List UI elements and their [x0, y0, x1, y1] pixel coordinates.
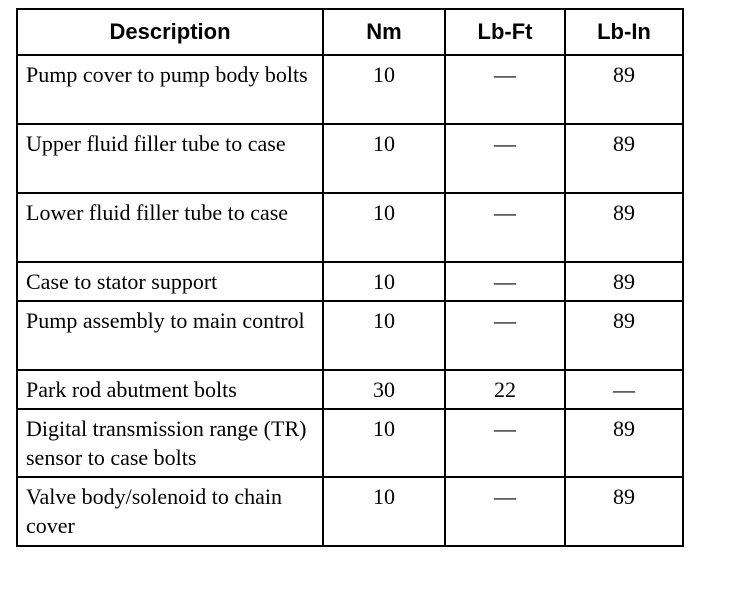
header-lb-ft: Lb-Ft	[445, 9, 565, 55]
cell-lb-ft: —	[445, 301, 565, 370]
cell-nm: 10	[323, 301, 445, 370]
table-row	[17, 124, 683, 193]
cell-description: Upper fluid filler tube to case	[17, 124, 323, 193]
cell-lb-ft: —	[445, 262, 565, 301]
cell-nm: 10	[323, 124, 445, 193]
cell-nm: 10	[323, 193, 445, 262]
cell-lb-ft: —	[445, 55, 565, 124]
cell-lb-in: 89	[565, 193, 683, 262]
header-nm: Nm	[323, 9, 445, 55]
header-description: Description	[17, 9, 323, 55]
table-row	[17, 477, 683, 546]
header-lb-in: Lb-In	[565, 9, 683, 55]
cell-description: Digital transmission range (TR) sensor to case bolts	[17, 409, 323, 477]
cell-lb-in: 89	[565, 477, 683, 546]
header-row	[17, 9, 683, 55]
cell-lb-in: 89	[565, 301, 683, 370]
cell-description: Pump cover to pump body bolts	[17, 55, 323, 124]
cell-nm: 30	[323, 370, 445, 409]
cell-nm: 10	[323, 409, 445, 477]
cell-lb-in: 89	[565, 124, 683, 193]
cell-lb-ft: 22	[445, 370, 565, 409]
cell-lb-ft: —	[445, 193, 565, 262]
table-row	[17, 301, 683, 370]
cell-nm: 10	[323, 55, 445, 124]
table-row	[17, 262, 683, 301]
cell-nm: 10	[323, 477, 445, 546]
cell-lb-ft: —	[445, 124, 565, 193]
table-header	[17, 9, 683, 55]
cell-lb-in: 89	[565, 262, 683, 301]
cell-description: Valve body/solenoid to chain cover	[17, 477, 323, 546]
cell-description: Pump assembly to main control	[17, 301, 323, 370]
table-row	[17, 193, 683, 262]
cell-lb-ft: —	[445, 409, 565, 477]
table-row	[17, 55, 683, 124]
cell-lb-ft: —	[445, 477, 565, 546]
table-row	[17, 370, 683, 409]
cell-lb-in: 89	[565, 409, 683, 477]
table-body	[17, 55, 683, 546]
cell-nm: 10	[323, 262, 445, 301]
torque-spec-table	[16, 8, 684, 547]
cell-description: Case to stator support	[17, 262, 323, 301]
cell-lb-in: —	[565, 370, 683, 409]
cell-description: Lower fluid filler tube to case	[17, 193, 323, 262]
cell-description: Park rod abutment bolts	[17, 370, 323, 409]
cell-lb-in: 89	[565, 55, 683, 124]
table-row	[17, 409, 683, 477]
